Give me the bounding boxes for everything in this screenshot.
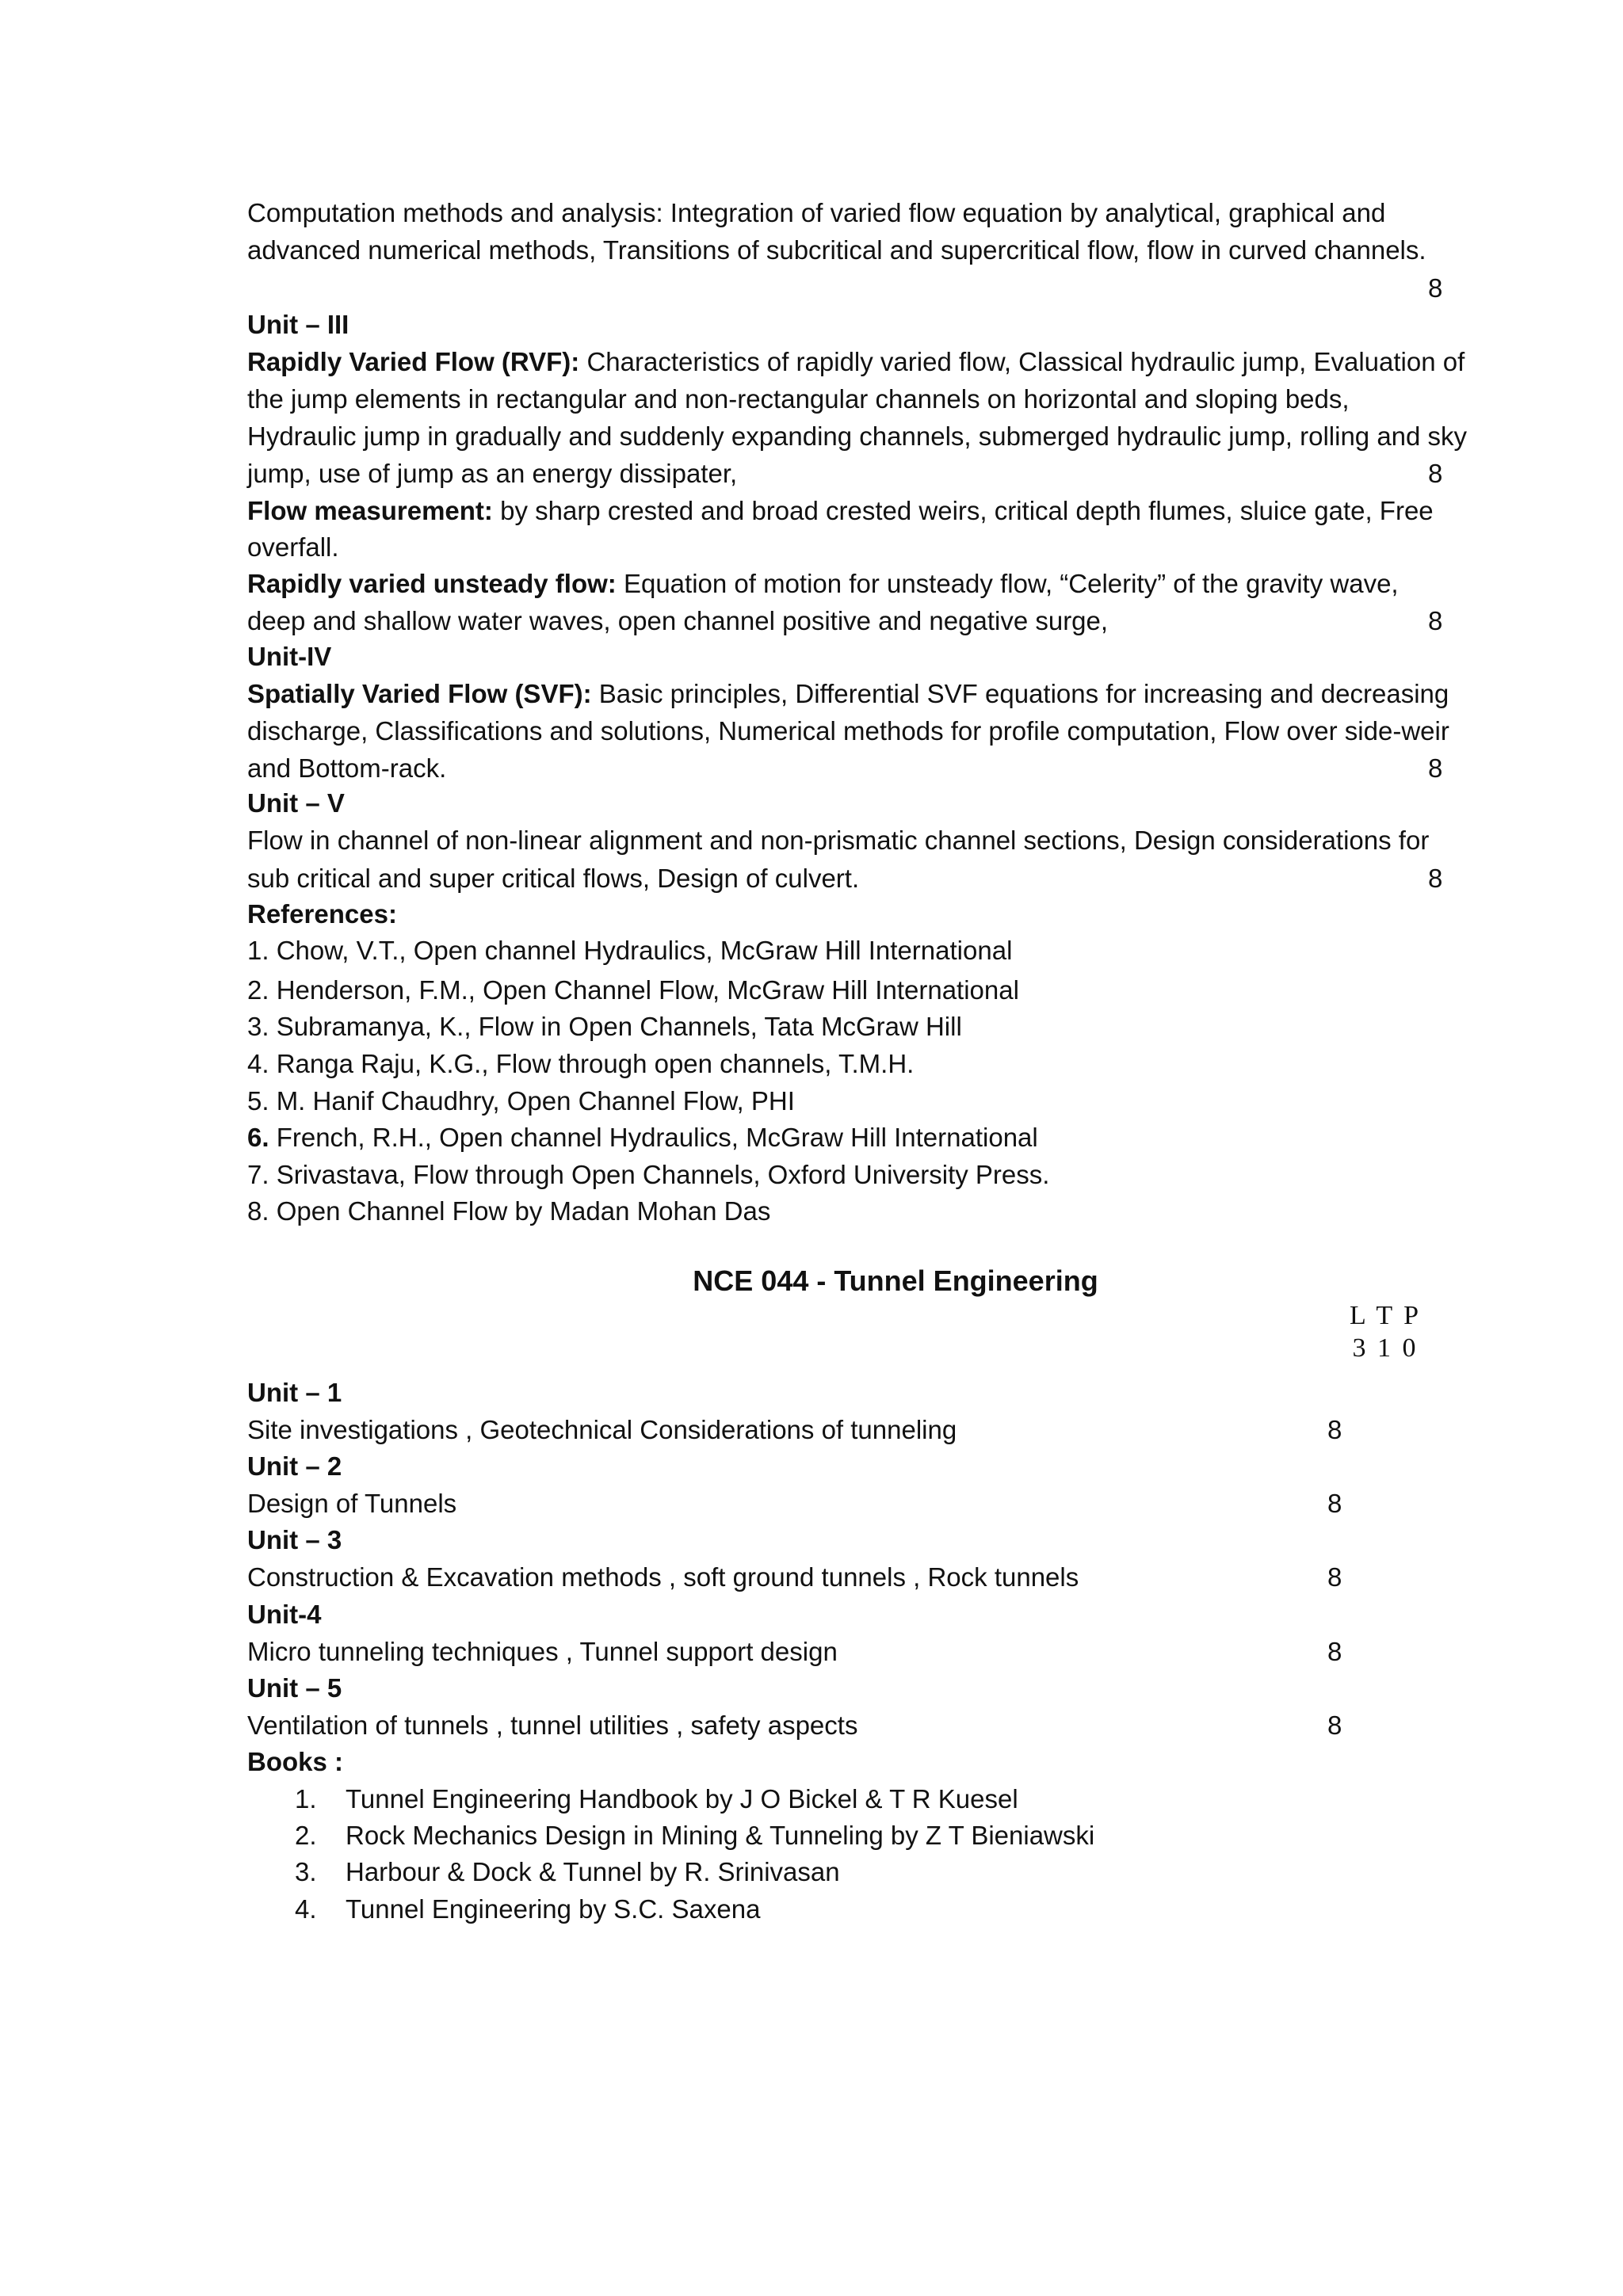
rvf-hours: 8 [1428,459,1443,488]
tunnel-unit-text: Design of Tunnels [247,1489,457,1518]
ltp-values: 3 1 0 [1352,1333,1419,1363]
intro-line: Computation methods and analysis: Integration of varied flow equation by analytical, graphical and [247,198,1386,227]
books-heading: Books : [247,1747,344,1776]
book-number: 3. [295,1857,317,1886]
flow-measurement-label: Flow measurement: [247,496,493,525]
ltp-header: L T P [1350,1301,1421,1330]
flow-measurement-line: overfall. [247,532,339,562]
rvf-line: the jump elements in rectangular and non-rectangular channels on horizontal and sloping beds, [247,384,1350,414]
tunnel-unit-heading: Unit – 3 [247,1525,342,1554]
reference-item: 4. Ranga Raju, K.G., Flow through open channels, T.M.H. [247,1049,915,1078]
intro-hours: 8 [1428,273,1443,303]
book-title: Rock Mechanics Design in Mining & Tunneling by Z T Bieniawski [346,1821,1095,1850]
book-number: 1. [295,1784,317,1814]
reference-item: 1. Chow, V.T., Open channel Hydraulics, McGraw Hill International [247,936,1013,965]
rvf-label: Rapidly Varied Flow (RVF): [247,347,580,376]
tunnel-unit-hours: 8 [1327,1489,1342,1518]
tunnel-unit-text: Construction & Excavation methods , soft ground tunnels , Rock tunnels [247,1562,1079,1592]
book-number: 2. [295,1821,317,1850]
flow-measurement-text: by sharp crested and broad crested weirs, critical depth flumes, sluice gate, Free [492,496,1434,525]
tunnel-unit-heading: Unit – 5 [247,1673,342,1703]
unit5-line: Flow in channel of non-linear alignment and non-prismatic channel sections, Design considerations for [247,826,1430,855]
flow-measurement-line [247,493,1434,529]
reference-item: 3. Subramanya, K., Flow in Open Channels, Tata McGraw Hill [247,1012,962,1041]
unsteady-flow-hours: 8 [1428,606,1443,635]
reference-item: 8. Open Channel Flow by Madan Mohan Das [247,1196,771,1226]
tunnel-unit-heading: Unit – 2 [247,1451,342,1481]
tunnel-unit-hours: 8 [1327,1415,1342,1444]
tunnel-unit-text: Site investigations , Geotechnical Considerations of tunneling [247,1415,957,1444]
unsteady-flow-line: deep and shallow water waves, open channel positive and negative surge, [247,606,1109,635]
svf-line [247,676,1449,712]
tunnel-unit-text: Ventilation of tunnels , tunnel utilities , safety aspects [247,1711,858,1740]
references-heading: References: [247,899,397,929]
reference-item: 2. Henderson, F.M., Open Channel Flow, McGraw Hill International [247,975,1019,1005]
rvf-line: Hydraulic jump in gradually and suddenly expanding channels, submerged hydraulic jump, rolling and sky [247,421,1468,451]
reference-item: 5. M. Hanif Chaudhry, Open Channel Flow, PHI [247,1086,795,1116]
svf-label: Spatially Varied Flow (SVF): [247,679,592,708]
tunnel-unit-hours: 8 [1327,1637,1342,1666]
reference-item: 7. Srivastava, Flow through Open Channels, Oxford University Press. [247,1160,1050,1189]
svf-line: discharge, Classifications and solutions, Numerical methods for profile computation, Flow over side-weir [247,716,1449,746]
intro-line: advanced numerical methods, Transitions of subcritical and supercritical flow, flow in curved channels. [247,235,1426,265]
reference-number: 6. [247,1123,269,1152]
unit4-heading: Unit-IV [247,642,332,671]
book-title: Tunnel Engineering by S.C. Saxena [346,1894,761,1924]
book-title: Tunnel Engineering Handbook by J O Bickel & T R Kuesel [346,1784,1018,1814]
tunnel-unit-heading: Unit – 1 [247,1378,342,1407]
rvf-line [247,344,1465,380]
course-title: NCE 044 - Tunnel Engineering [693,1264,1098,1297]
tunnel-unit-heading: Unit-4 [247,1600,322,1629]
unsteady-flow-line [247,566,1399,602]
unit3-heading: Unit – III [247,310,349,339]
svf-line: and Bottom-rack. [247,753,447,783]
book-title: Harbour & Dock & Tunnel by R. Srinivasan [346,1857,840,1886]
tunnel-unit-hours: 8 [1327,1711,1342,1740]
book-number: 4. [295,1894,317,1924]
rvf-text: Characteristics of rapidly varied flow, Classical hydraulic jump, Evaluation of [579,347,1465,376]
unsteady-flow-text: Equation of motion for unsteady flow, “Celerity” of the gravity wave, [616,569,1399,598]
unsteady-flow-label: Rapidly varied unsteady flow: [247,569,617,598]
rvf-line: jump, use of jump as an energy dissipater, [247,459,738,488]
tunnel-unit-hours: 8 [1327,1562,1342,1592]
reference-text: French, R.H., Open channel Hydraulics, McGraw Hill International [269,1123,1038,1152]
unit5-hours: 8 [1428,864,1443,893]
svf-text: Basic principles, Differential SVF equations for increasing and decreasing [591,679,1449,708]
reference-item [247,1119,1038,1156]
tunnel-unit-text: Micro tunneling techniques , Tunnel support design [247,1637,838,1666]
svf-hours: 8 [1428,753,1443,783]
unit5-line: sub critical and super critical flows, Design of culvert. [247,864,860,893]
unit5-heading: Unit – V [247,788,345,818]
